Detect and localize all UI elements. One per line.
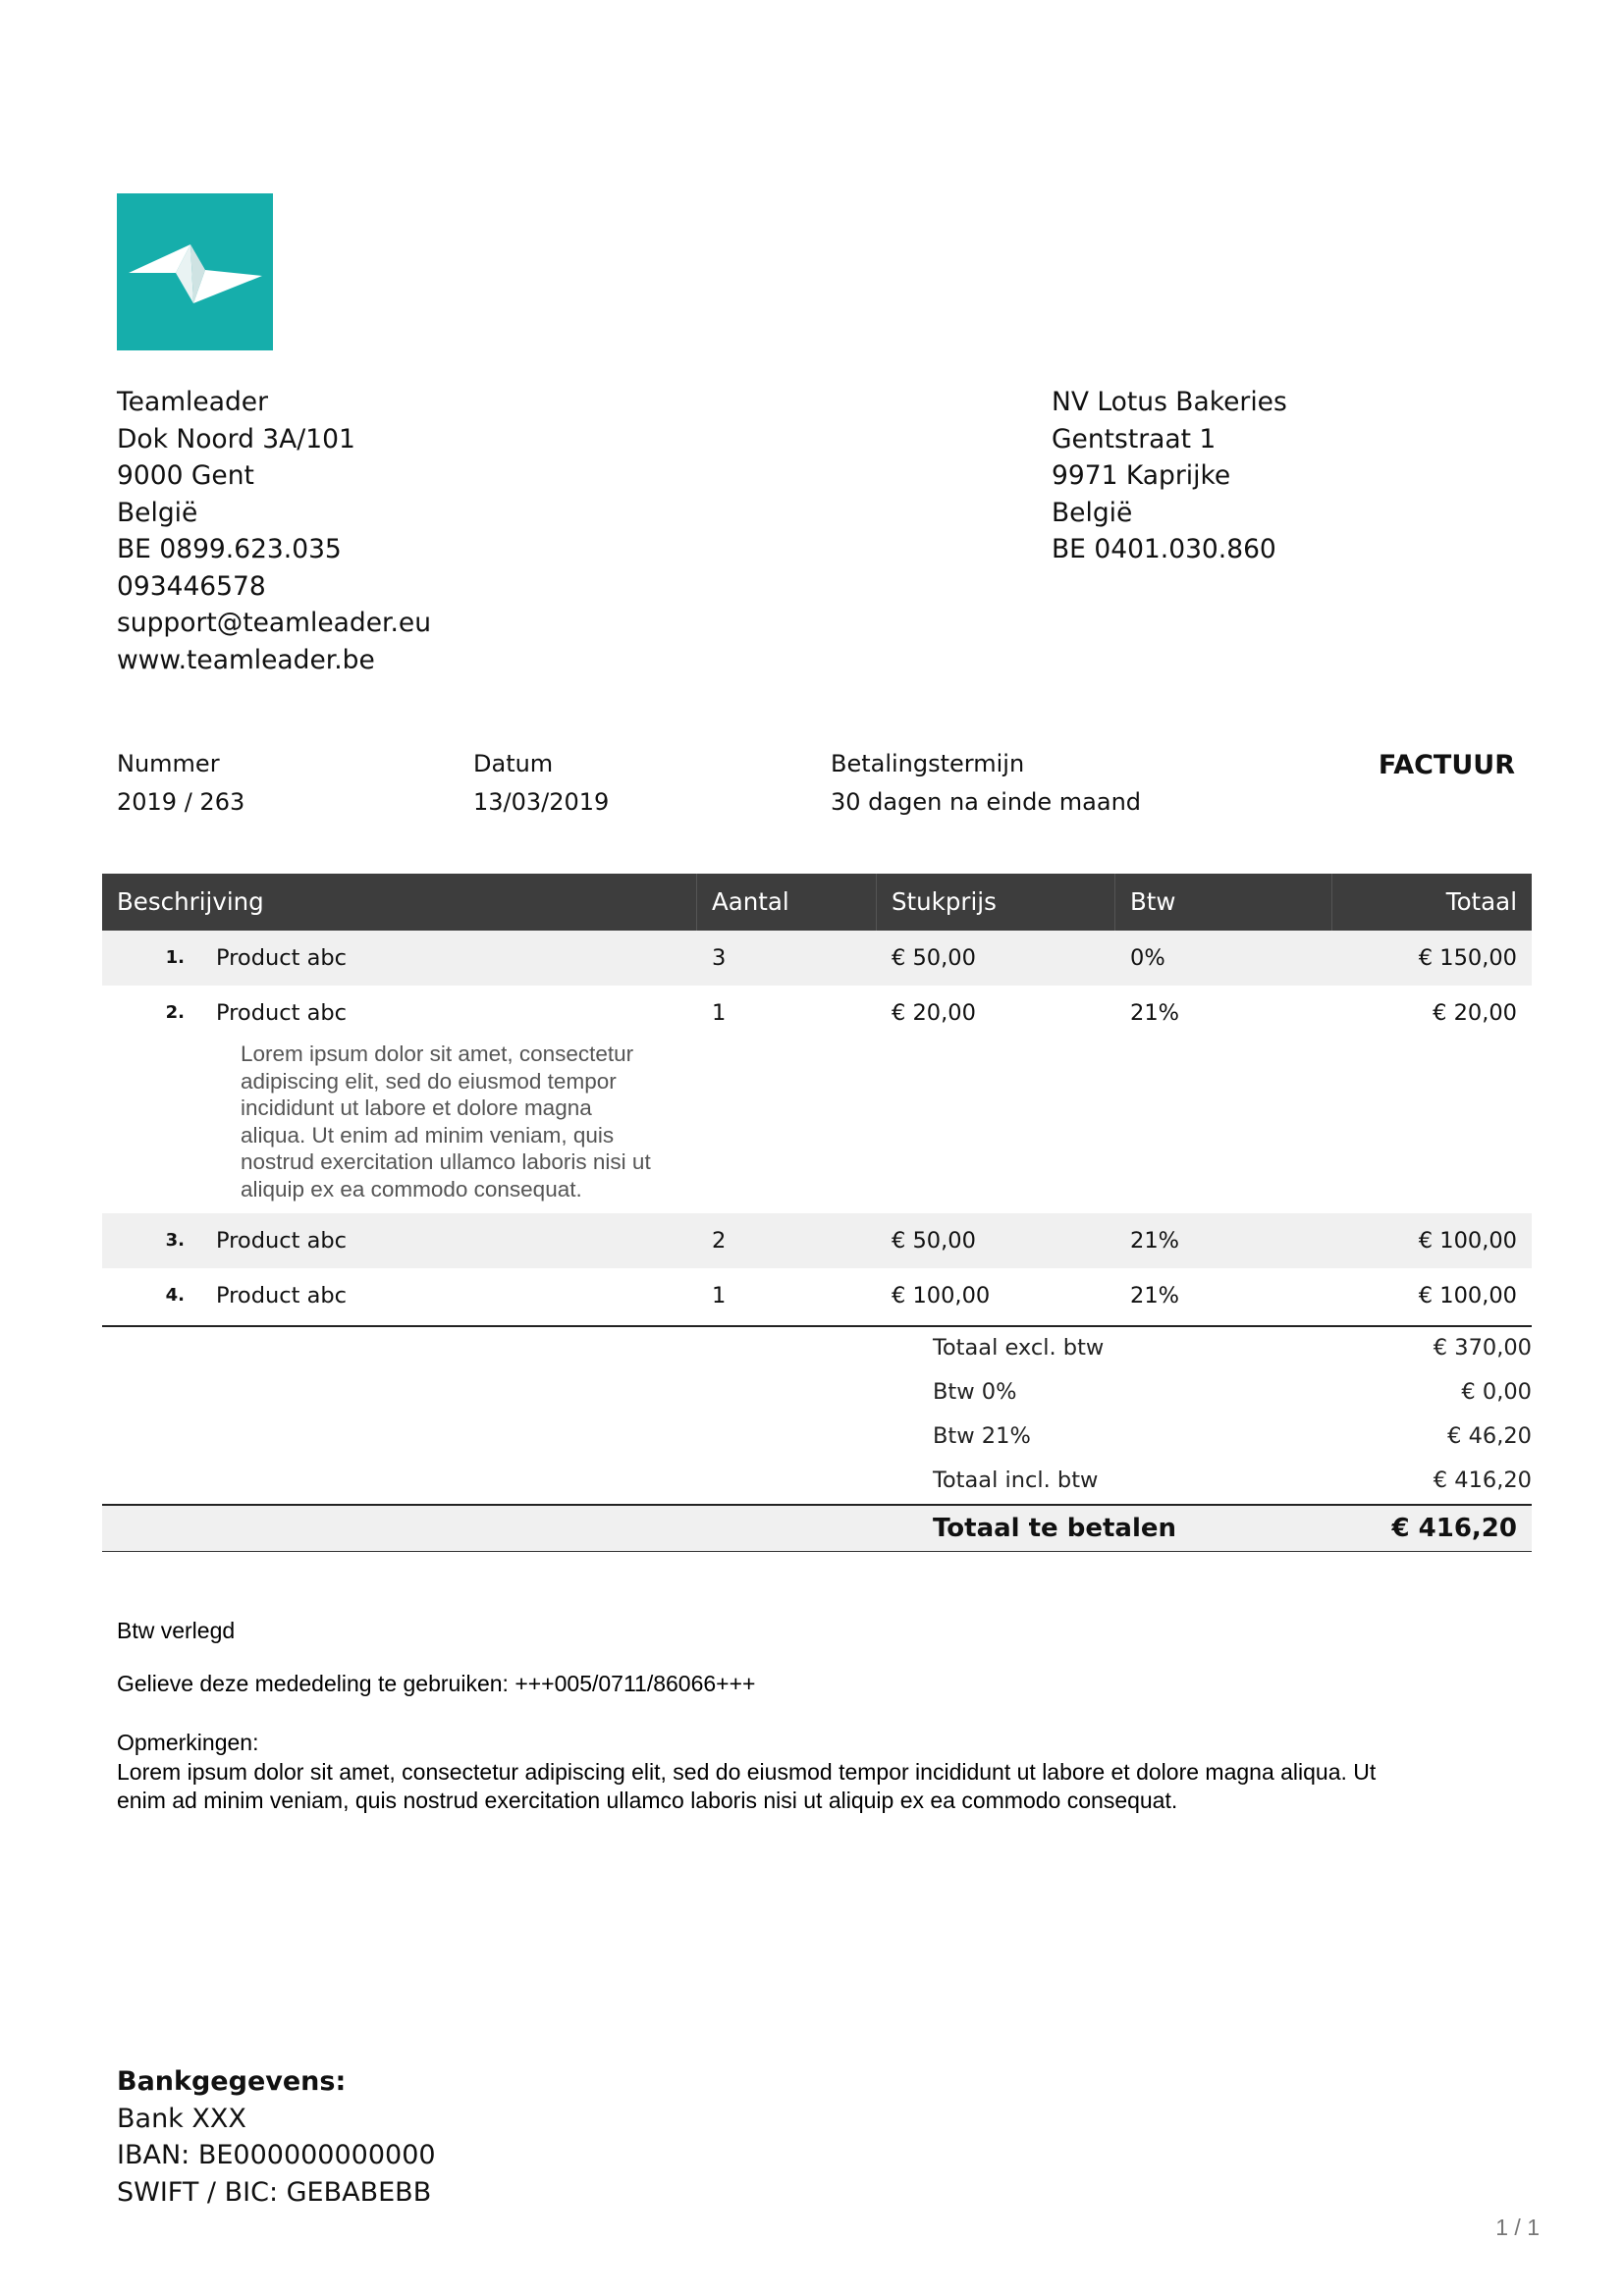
row-total: € 150,00 xyxy=(1418,945,1517,971)
row-qty: 1 xyxy=(712,1283,727,1308)
row-description: Product abc xyxy=(216,1283,348,1308)
recipient-vat-number: BE 0401.030.860 xyxy=(1052,534,1276,564)
header-divider xyxy=(876,874,877,931)
header-qty: Aantal xyxy=(712,887,789,916)
row-total: € 100,00 xyxy=(1418,1228,1517,1254)
amount-due-row xyxy=(102,1504,1532,1552)
row-unit-price: € 100,00 xyxy=(892,1283,991,1308)
table-row xyxy=(102,931,1532,986)
sender-website: www.teamleader.be xyxy=(117,644,375,675)
row-note xyxy=(241,1041,651,1202)
row-note-line: nostrud exercitation ullamco laboris nisi ut xyxy=(241,1149,651,1174)
sender-city: 9000 Gent xyxy=(117,460,254,491)
invoice-number: 2019 / 263 xyxy=(117,788,245,816)
remarks-label: Opmerkingen: xyxy=(117,1730,259,1755)
bank-iban: IBAN: BE000000000000 xyxy=(117,2140,436,2170)
subtotal-label: Totaal excl. btw xyxy=(933,1335,1105,1361)
row-number: 3. xyxy=(165,1230,185,1251)
row-qty: 2 xyxy=(712,1228,727,1254)
remarks-line: Lorem ipsum dolor sit amet, consectetur adipiscing elit, sed do eiusmod tempor incididunt ut labore et dolore magna aliqua. Ut xyxy=(117,1759,1377,1785)
table-header xyxy=(102,874,1532,931)
row-note-line: aliquip ex ea commodo consequat. xyxy=(241,1176,582,1201)
page-number: 1 / 1 xyxy=(1495,2215,1540,2240)
row-note-line: incididunt ut labore et dolore magna xyxy=(241,1095,592,1120)
header-divider xyxy=(1114,874,1115,931)
header-unit-price: Stukprijs xyxy=(892,887,997,916)
bank-swift: SWIFT / BIC: GEBABEBB xyxy=(117,2176,432,2208)
vat-shifted-note: Btw verlegd xyxy=(117,1618,236,1643)
company-logo xyxy=(117,193,273,350)
vat21-label: Btw 21% xyxy=(933,1423,1031,1449)
sender-email: support@teamleader.eu xyxy=(117,608,432,638)
row-qty: 1 xyxy=(712,1000,727,1026)
recipient-address xyxy=(1052,384,1287,568)
header-vat: Btw xyxy=(1130,887,1176,916)
row-description: Product abc xyxy=(216,1228,348,1254)
row-vat: 21% xyxy=(1130,1228,1180,1254)
sender-street: Dok Noord 3A/101 xyxy=(117,423,355,454)
vat21-value: € 46,20 xyxy=(1447,1423,1532,1449)
row-unit-price: € 50,00 xyxy=(892,1228,976,1254)
row-total: € 20,00 xyxy=(1433,1000,1517,1026)
payment-term: 30 dagen na einde maand xyxy=(831,788,1142,816)
sender-phone: 093446578 xyxy=(117,570,266,602)
row-note-line: Lorem ipsum dolor sit amet, consectetur xyxy=(241,1041,634,1066)
remarks-line: enim ad minim veniam, quis nostrud exercitation ullamco laboris nisi ut aliquip ex ea commodo consequat. xyxy=(117,1788,1178,1813)
sender-country: België xyxy=(117,497,198,528)
date-label: Datum xyxy=(473,750,554,777)
sender-vat-number: BE 0899.623.035 xyxy=(117,534,342,564)
number-label: Nummer xyxy=(117,750,220,777)
header-total: Totaal xyxy=(1445,887,1517,916)
row-description: Product abc xyxy=(216,945,348,971)
row-number: 4. xyxy=(165,1285,185,1306)
items-table xyxy=(102,874,1532,1323)
bank-name: Bank XXX xyxy=(117,2103,246,2134)
row-number: 1. xyxy=(165,947,185,968)
remarks-text xyxy=(117,1758,1376,1815)
table-row xyxy=(102,1268,1532,1323)
subtotal-value: € 370,00 xyxy=(1433,1335,1532,1361)
sender-address xyxy=(117,384,431,678)
row-number: 2. xyxy=(165,1002,185,1023)
invoice-date: 13/03/2019 xyxy=(473,788,610,816)
table-divider xyxy=(102,1325,1532,1327)
row-unit-price: € 20,00 xyxy=(892,1000,976,1026)
row-note-line: aliqua. Ut enim ad minim veniam, quis xyxy=(241,1122,615,1148)
row-unit-price: € 50,00 xyxy=(892,945,976,971)
row-vat: 21% xyxy=(1130,1283,1180,1308)
teamleader-logo-icon xyxy=(117,193,273,350)
bank-title: Bankgegevens: xyxy=(117,2066,347,2097)
amount-due-label: Totaal te betalen xyxy=(933,1514,1177,1543)
table-row xyxy=(102,986,1532,1213)
row-total: € 100,00 xyxy=(1418,1283,1517,1308)
vat0-value: € 0,00 xyxy=(1461,1379,1532,1405)
header-description: Beschrijving xyxy=(117,887,264,916)
header-divider xyxy=(696,874,697,931)
sender-name: Teamleader xyxy=(117,387,268,417)
recipient-street: Gentstraat 1 xyxy=(1052,423,1217,454)
total-incl-label: Totaal incl. btw xyxy=(933,1468,1099,1493)
table-row xyxy=(102,1213,1532,1268)
amount-due-value: € 416,20 xyxy=(1391,1514,1517,1543)
row-vat: 21% xyxy=(1130,1000,1180,1026)
row-note-line: adipiscing elit, sed do eiusmod tempor xyxy=(241,1068,617,1094)
document-type: FACTUUR xyxy=(1378,750,1515,780)
payment-term-label: Betalingstermijn xyxy=(831,750,1025,777)
vat0-label: Btw 0% xyxy=(933,1379,1017,1405)
recipient-country: België xyxy=(1052,497,1133,528)
row-qty: 3 xyxy=(712,945,727,971)
row-vat: 0% xyxy=(1130,945,1165,971)
row-description: Product abc xyxy=(216,1000,348,1026)
bank-details xyxy=(117,2063,436,2211)
total-incl-value: € 416,20 xyxy=(1433,1468,1532,1493)
recipient-city: 9971 Kaprijke xyxy=(1052,460,1231,491)
payment-reference: Gelieve deze mededeling te gebruiken: +++005/0711/86066+++ xyxy=(117,1671,756,1696)
recipient-name: NV Lotus Bakeries xyxy=(1052,387,1287,417)
header-divider xyxy=(1331,874,1332,931)
